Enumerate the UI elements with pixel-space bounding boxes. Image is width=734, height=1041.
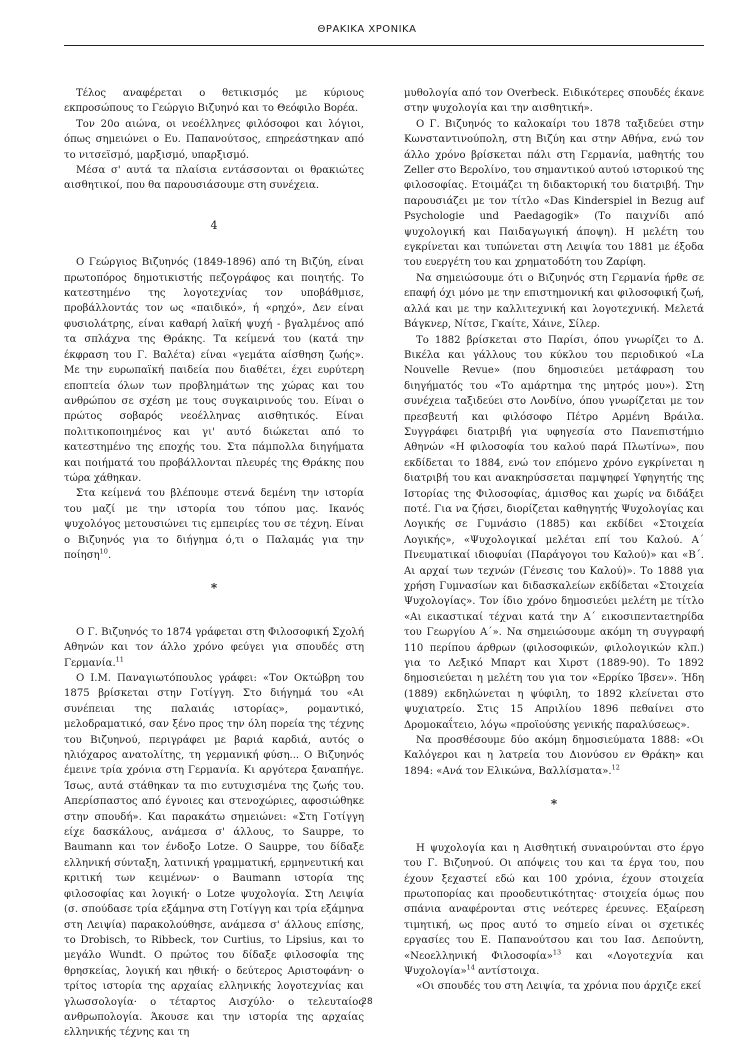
paragraph-text: Να προσθέσουμε δύο ακόμη δημοσιεύματα 1888: «Οι Καλόγεροι και η λατρεία του Διονύσου εν Θράκη» και 1894: «Ανά τον Ελικώνα, Βαλλίσματα». (404, 735, 704, 777)
footnote-ref: 13 (552, 948, 562, 957)
paragraph: Ο Γ. Βιζυηνός το καλοκαίρι του 1878 ταξιδεύει στην Κωνσταντινούπολη, στη Βιζύη και στην Αθήνα, ενώ τον άλλο χρόνο βρίσκεται πάλι στη Γερμανία, μαθητής του Zeller στο Βερολίνο, του σημαντικού αυτού ιστορικού της φιλοσοφίας. Ετοιμάζει τη διδακτορική του διατριβή. Την παρουσιάζει με τον τίτλο «Das Kinderspiel in Bezug auf Psychologie und Paedagogik» (Το παιχνίδι από ψυχολογική και Παιδαγωγική άποψη). Η μελέτη του εγκρίνεται και τυπώνεται στη Λειψία του 1881 με έξοδα του ευεργέτη του και χρηματοδότη του Ζαρίφη. (404, 118, 704, 269)
paragraph: Να σημειώσουμε ότι ο Βιζυηνός στη Γερμανία ήρθε σε επαφή όχι μόνο με την επιστημονική και φιλοσοφική ζωή, αλλά και με την καλλιτεχνική και λογοτεχνική. Μελετά Βάγκνερ, Νίτσε, Γκαίτε, Χάινε, Σίλερ. (404, 272, 704, 331)
paragraph: Μέσα σ' αυτά τα πλαίσια εντάσσονται οι θρακιώτες αισθητικοί, που θα παρουσιάσουμε στη συνέχεια. (64, 165, 364, 192)
paragraph-text: αντίστοιχα. (474, 965, 540, 977)
left-column (64, 86, 364, 1041)
paragraph: Τέλος αναφέρεται ο θετικισμός με κύριους εκπροσώπους το Γεώργιο Βιζυηνό και το Θεόφιλο Βορέα. (64, 88, 364, 115)
footnote-ref: 12 (611, 763, 620, 772)
section-number: 4 (210, 218, 218, 232)
paragraph-text: Η ψυχολογία και η Αισθητική συναιρούνται στο έργο του Γ. Βιζυηνού. Οι απόψεις του και τα έργα του, που έχουν ξεχαστεί εδώ και 100 χρόνια, έχουν στοιχεία πρωτοπορίας και προοδευτικότητας· στοιχεία όμως που σπάνια αναφέρονται στις νεότερες έρευνες. Εξαίρεση τιμητική, ως προς αυτό το σημείο είναι οι σχετικές εργασίες του Ε. Παπανούτσου και του Ιασ. Δεπούντη, «Νεοελληνική Φιλοσοφία» (404, 842, 704, 962)
paragraph-text: Ο Γ. Βιζυηνός το 1874 γράφεται στη Φιλοσοφική Σχολή Αθηνών και τον άλλο χρόνο φεύγει για σπουδές στη Γερμανία. (64, 626, 364, 669)
page-number: 28 (361, 997, 373, 1007)
footnote-ref: 14 (466, 963, 475, 972)
paragraph (64, 625, 364, 671)
running-header: ΘΡΑΚΙΚΑ ΧΡΟΝΙΚΑ (317, 24, 417, 35)
paragraph-text: και «Λογοτεχνία και Ψυχολογία» (404, 950, 704, 977)
paragraph: Ο Γεώργιος Βιζυηνός (1849-1896) από τη Βιζύη, είναι πρωτοπόρος δημοτικιστής πεζογράφος και ποιητής. Το κατεστημένο της λογοτεχνίας τον υποβάθμισε, προβάλλοντάς τον ως «παιδικό», ή «ρηχό», Δεν είναι φυσιολάτρης, είναι καθαρή λαϊκή ψυχή - βγαλμένος από τα σπλάχνα της Θράκης. Τα κείμενά του (κατά την έκφραση του Γ. Βαλέτα) είναι «γεμάτα αίσθηση ζωής». Με την ευρωπαϊκή παιδεία που διαθέτει, έχει ευρύτερη εποπτεία όλων των προβλημάτων της χώρας και του ανθρώπου σε σχέση με τους συγκαιρινούς του. Είναι ο πρώτος σοβαρός νεοέλληνας αισθητικός. Είναι πολιτικοποιημένος και γι' αυτό διώκεται από το κατεστημένο της εποχής του. Στα πάμπολλα διηγήματα και ποιήματά του προβάλλονται πλευρές της Θράκης που τώρα χάθηκαν. (64, 257, 364, 484)
paragraph: μυθολογία από τον Overbeck. Ειδικότερες σπουδές έκανε στην ψυχολογία και την αισθητική». (404, 88, 704, 115)
paragraph (404, 733, 704, 779)
paragraph (404, 841, 704, 980)
paragraph-end: . (107, 549, 112, 561)
paragraph: «Οι σπουδές του στη Λειψία, τα χρόνια που άρχιζε εκεί (416, 981, 702, 993)
section-separator: * (550, 797, 558, 812)
paragraph: Ο Ι.Μ. Παναγιωτόπουλος γράφει: «Τον Οκτώβρη του 1875 βρίσκεται στην Γοτίγγη. Στο διήγημά του «Αι συνέπειαι της παλαιάς ιστορίας», ρομαντικό, μελοδραματικό, σαν ξένο προς την όλη πορεία της τέχνης του Βιζυηνού, περιγράφει με βαριά καρδιά, αυτός ο ηλιόχαρος ανατολίτης, τη γερμανική φύση... Ο Βιζυηνός έμεινε τρία χρόνια στη Γερμανία. Κι αργότερα ξαναπήγε. Ίσως, αυτά στάθηκαν τα πιο ευτυχισμένα της ζωής του. Απερίσπαστος από έγνοιες και στενοχώριες, αφοσιώθηκε στην σπουδή». Και παρακάτω σημειώνει: «Στη Γοτίγγη είχε δασκάλους, ανάμεσα σ' άλλους, το Sauppe, το Baumann και τον ένδοξο Lotze. Ο Sauppe, του δίδαξε ελληνική σύνταξη, λατινική γραμματική, ερμηνευτική και κριτική των κειμένων· ο Baumann ιστορία της φιλοσοφίας και λογική· ο Lotze ψυχολογία. Στη Λειψία (σ. σπούδασε τρία εξάμηνα στη Γοτίγγη και τρία εξάμηνα στη Λειψία) παρακολούθησε, ανάμεσα σ' άλλους επίσης, το Drobisch, το Ribbeck, τον Curtius, το Lipsius, και το μεγάλο Wundt. Ο πρώτος του δίδαξε φιλοσοφία της θρησκείας, λογική και ηθική· ο δεύτερος Αριστοφάνη· ο τρίτος ιστορία της αρχαίας ελληνικής λογοτεχνίας και γλωσσολογία· ο τέταρτος Αισχύλο· ο τελευταίος ανθρωπολογία. Άκουσε και την ιστορία της αρχαίας ελληνικής τέχνης και τη (64, 673, 364, 1039)
section-separator: * (210, 581, 218, 596)
footnote-ref: 10 (99, 547, 108, 556)
header-rule (64, 45, 704, 46)
paragraph: Το 1882 βρίσκεται στο Παρίσι, όπου γνωρίζει το Δ. Βικέλα και γάλλους του κύκλου του περιοδικού «La Nouvelle Revue» (που δημοσιεύει μετάφραση του διηγήματός του «Το αμάρτημα της μητρός μου»). Στη συνέχεια ταξιδεύει στο Λονδίνο, όπου γνωρίζεται με τον πρεσβευτή και φιλόσοφο Πέτρο Αρμένη Βράιλα. Συγγράφει διατριβή για υφηγεσία στο Πανεπιστήμιο Αθηνών «Η φιλοσοφία του καλού παρά Πλωτίνω», που εκδίδεται το 1884, ενώ τον επόμενο χρόνο εγκρίνεται η διατριβή του και ανακηρύσσεται παμψηφεί Υφηγητής της Ιστορίας της Φιλοσοφίας, άμισθος και χωρίς να διδάξει ποτέ. Για να ζήσει, διορίζεται καθηγητής Ψυχολογίας και Λογικής σε Γυμνάσιο (1885) και εκδίδει «Στοιχεία Λογικής», «Ψυχολογικαί μελέται επί του Καλού. Α΄ Πνευματικαί ιδιοφυίαι (Παράγογοι του Καλού)» και «Β΄. Αι αρχαί των τεχνών (Γένεσις του Καλού)». Το 1888 για χρήση Γυμνασίων και διδασκαλείων εκδίδεται «Στοιχεία Ψυχολογίας». Τον ίδιο χρόνο δημοσιεύει μελέτη με τίτλο «Αι εικαστικαί τέχναι κατά την Α΄ εικοσιπενταετηρίδα του Γεωργίου Α΄». Να σημειώσουμε ακόμη τη συγγραφή 110 περίπου άρθρων (φιλοσοφικών, φιλολογικών κλπ.) για το Λεξικό Μπαρτ και Χιρστ (1889-90). Το 1892 δημοσιεύεται η μελέτη του για τον «Ερρίκο Ίβσεν». Ήδη (1889) εκδηλώνεται η ψύφιλη, το 1892 κλείνεται στο ψυχιατρείο. Στις 15 Απριλίου 1896 πεθαίνει στο Δρομοκαΐτειο, λόγω «προϊούσης γενικής παραλύσεως». (404, 334, 704, 731)
footnote-ref: 11 (115, 655, 124, 664)
right-column (404, 86, 704, 995)
paragraph (64, 486, 364, 563)
paragraph: Τον 20ο αιώνα, οι νεοέλληνες φιλόσοφοι και λόγιοι, όπως σημειώνει ο Ευ. Παπανούτσος, επηρεάστηκαν από το νιτσεϊσμό, μαρξισμό, υπαρξισμό. (64, 118, 364, 161)
paragraph-text: Στα κείμενά του βλέπουμε στενά δεμένη την ιστορία του μαζί με την ιστορία του τόπου μας. Ικανός ψυχολόγος μετουσιώνει τις εμπειρίες του σε τέχνη. Είναι ο Βιζυηνός για το διήγημα ό,τι ο Παλαμάς για την ποίηση (64, 488, 364, 561)
